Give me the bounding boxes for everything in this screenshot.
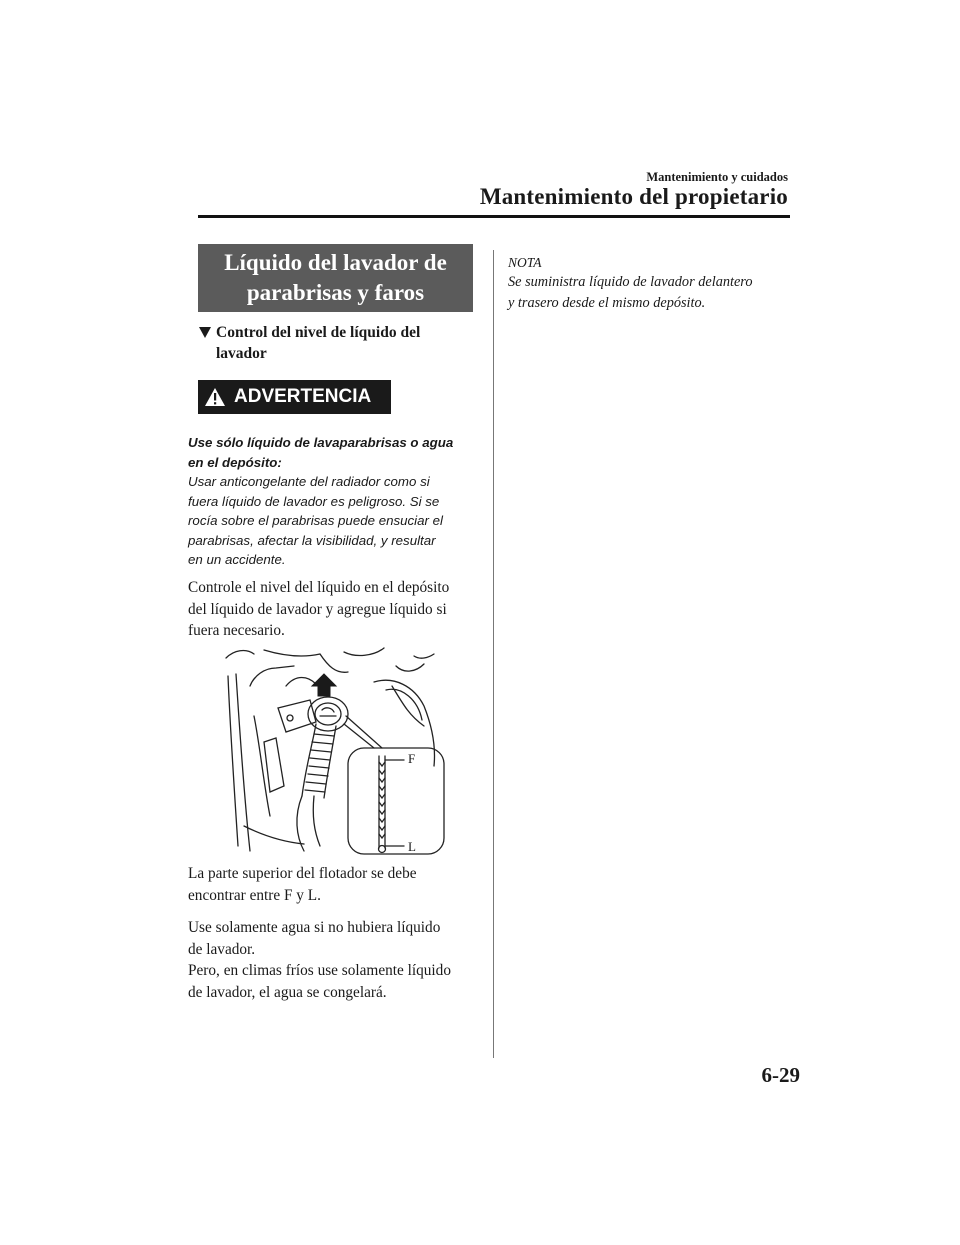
warning-label-text: ADVERTENCIA — [234, 386, 372, 407]
note-title: NOTA — [508, 255, 542, 270]
chapter-title: Mantenimiento y cuidados — [646, 170, 788, 184]
washer-reservoir-illustration — [224, 646, 446, 858]
warning-line: fuera líquido de lavador es peligroso. Si se — [188, 493, 440, 509]
banner-line-2: parabrisas y faros — [246, 280, 425, 305]
warning-body — [188, 433, 484, 570]
paragraph-line: de lavador, el agua se congelará. — [188, 983, 387, 1001]
section-banner — [198, 244, 473, 312]
paragraph-line: encontrar entre F y L. — [188, 886, 321, 904]
warning-heading-line-2: en el depósito: — [188, 454, 282, 470]
paragraph-line: de lavador. — [188, 940, 256, 958]
label-l: L — [408, 839, 416, 854]
column-divider — [493, 250, 494, 1058]
warning-line: en un accidente. — [188, 552, 286, 567]
note-line-1: Se suministra líquido de lavador delantero — [508, 274, 753, 290]
note-body — [508, 272, 798, 314]
page-number: 6-29 — [761, 1063, 800, 1087]
subsection-title-line-2: lavador — [216, 345, 267, 362]
triangle-down-icon — [198, 325, 212, 339]
paragraph-line: Use solamente agua si no hubiera líquido — [188, 919, 441, 936]
subsection-title-line-1: Control del nivel de líquido del — [216, 324, 421, 341]
subsection-heading — [198, 322, 483, 364]
warning-icon — [204, 387, 226, 407]
header-rule — [198, 215, 790, 218]
warning-line: parabrisas, afectar la visibilidad, y resultar — [188, 532, 436, 548]
section-title: Mantenimiento del propietario — [479, 184, 788, 209]
warning-heading-line-1: Use sólo líquido de lavaparabrisas o agua — [188, 435, 454, 450]
paragraph-line: del líquido de lavador y agregue líquido si — [188, 600, 447, 618]
warning-line: Usar anticongelante del radiador como si — [188, 474, 430, 489]
paragraph-check-level — [188, 577, 488, 642]
warning-label — [198, 380, 391, 414]
warning-line: rocía sobre el parabrisas puede ensuciar el — [188, 513, 444, 528]
label-f: F — [408, 751, 416, 766]
paragraph-water — [188, 917, 488, 1003]
paragraph-float — [188, 863, 488, 906]
paragraph-line: fuera necesario. — [188, 622, 285, 639]
paragraph-line: La parte superior del flotador se debe — [188, 865, 417, 882]
note-line-2: y trasero desde el mismo depósito. — [508, 295, 706, 311]
paragraph-line: Pero, en climas fríos use solamente líquido — [188, 962, 451, 979]
paragraph-line: Controle el nivel del líquido en el depósito — [188, 579, 450, 596]
banner-line-1: Líquido del lavador de — [224, 250, 447, 275]
